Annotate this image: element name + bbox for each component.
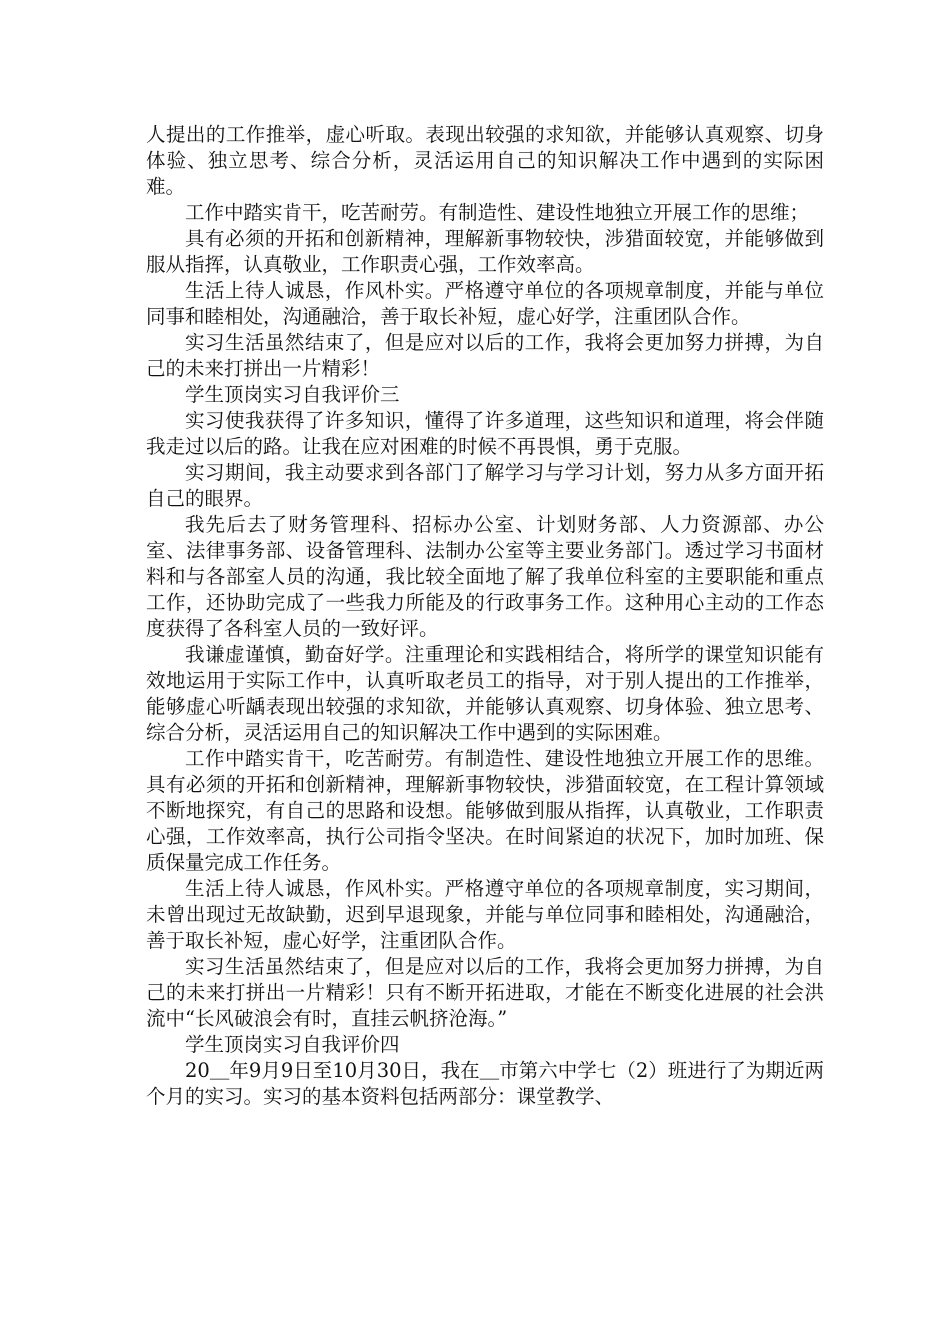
- paragraph: 我谦虚谨慎，勤奋好学。注重理论和实践相结合，将所学的课堂知识能有效地运用于实际工作中，认真听取老员工的指导，对于别人提出的工作推举，能够虚心听龋表现出较强的求知欲，并能够认真观察、切身体验、独立思考、综合分析，灵活运用自己的知识解决工作中遇到的实际困难。: [146, 643, 824, 744]
- paragraph: 20＿年9月9日至10月30日，我在＿市第六中学七（2）班进行了为期近两个月的实习。实习的基本资料包括两部分：课堂教学、: [146, 1059, 824, 1108]
- paragraph: 工作中踏实肯干，吃苦耐劳。有制造性、建设性地独立开展工作的思维；: [185, 201, 810, 224]
- paragraph: 学生顶岗实习自我评价四: [185, 1033, 400, 1056]
- document-body: [146, 122, 824, 1110]
- paragraph: 人提出的工作推举，虚心听取。表现出较强的求知欲，并能够认真观察、切身体验、独立思考、综合分析，灵活运用自己的知识解决工作中遇到的实际困难。: [146, 123, 824, 198]
- paragraph: 我先后去了财务管理科、招标办公室、计划财务部、人力资源部、办公室、法律事务部、设备管理科、法制办公室等主要业务部门。透过学习书面材料和与各部室人员的沟通，我比较全面地了解了我单位科室的主要职能和重点工作，还协助完成了一些我力所能及的行政事务工作。这种用心主动的工作态度获得了各科室人员的一致好评。: [146, 513, 824, 640]
- paragraph: 生活上待人诚恳，作风朴实。严格遵守单位的各项规章制度，并能与单位同事和睦相处，沟通融洽，善于取长补短，虚心好学，注重团队合作。: [146, 279, 824, 328]
- paragraph: 实习生活虽然结束了，但是应对以后的工作，我将会更加努力拼搏，为自己的未来打拼出一片精彩！: [146, 331, 824, 380]
- paragraph: 具有必须的开拓和创新精神，理解新事物较快，涉猎面较宽，并能够做到服从指挥，认真敬业，工作职责心强，工作效率高。: [146, 227, 824, 276]
- paragraph: 实习生活虽然结束了，但是应对以后的工作，我将会更加努力拼搏，为自己的未来打拼出一片精彩！只有不断开拓进取，才能在不断变化进展的社会洪流中“长风破浪会有时，直挂云帆挤沧海。”: [146, 955, 824, 1030]
- paragraph: 实习期间，我主动要求到各部门了解学习与学习计划，努力从多方面开拓自己的眼界。: [146, 461, 824, 510]
- paragraph: 学生顶岗实习自我评价三: [185, 383, 400, 406]
- paragraph: 生活上待人诚恳，作风朴实。严格遵守单位的各项规章制度，实习期间，未曾出现过无故缺勤，迟到早退现象，并能与单位同事和睦相处，沟通融洽，善于取长补短，虚心好学，注重团队合作。: [146, 877, 824, 952]
- paragraph: 工作中踏实肯干，吃苦耐劳。有制造性、建设性地独立开展工作的思维。具有必须的开拓和创新精神，理解新事物较快，涉猎面较宽，在工程计算领域不断地探究，有自己的思路和设想。能够做到服从指挥，认真敬业，工作职责心强，工作效率高，执行公司指令坚决。在时间紧迫的状况下，加时加班、保质保量完成工作任务。: [146, 747, 824, 874]
- paragraph: 实习使我获得了许多知识，懂得了许多道理，这些知识和道理，将会伴随我走过以后的路。让我在应对困难的时候不再畏惧，勇于克服。: [146, 409, 824, 458]
